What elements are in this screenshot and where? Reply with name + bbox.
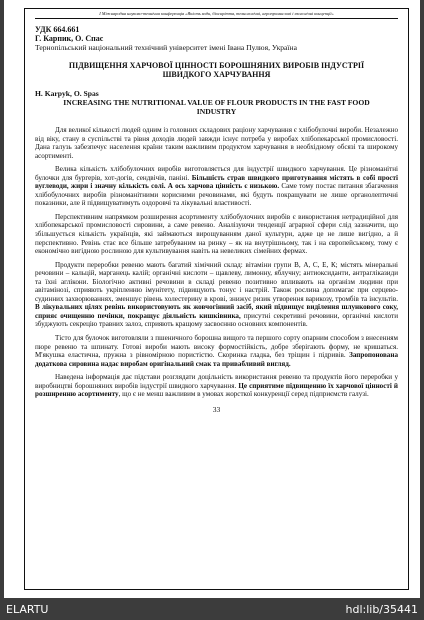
affiliation: Тернопільський національний технічний університет імені Івана Пулюя, Україна bbox=[35, 43, 297, 52]
paragraph-5-bold: Запропонована додаткова сировина надає виробам оригінальний смак та привабливий вигляд. bbox=[35, 351, 398, 368]
paragraph-6-text-a: Наведена інформація дає підстави розглядати доцільність використання ревеню та продуктів його переробки у виробництві борошняних виробів індустрії швидкого харчування. bbox=[35, 373, 398, 390]
footer-bar bbox=[0, 598, 424, 620]
paragraph-4-bold: В лікувальних цілях ревінь використовують як жовчогінний засіб, який підвищує виділення шлункового соку, сприяє очищенню печінки, покращує діяльність кишківника, bbox=[35, 303, 398, 320]
paragraph-1-text: Для великої кількості людей одним із головних складових раціону харчування є хлібобулочні вироби. Незалежно від віку, стану в суспільстві та рівня доходів людей завжди існує потреба у виробах хлібопекарської промисловості. Дана галузь забезпечує населення країни таким важливим продуктом харчування в необхідному обсязі та широкому асортименті. bbox=[35, 126, 398, 160]
paragraph-2-text-c: Саме тому постає питання збагачення хлібобулочних виробів різноманітними корисними речовинами, які будуть покращувати не лише органолептичні показники, але й підвищуватимуть оздоровчі та лікувальні властивості. bbox=[35, 182, 398, 208]
udk-code: УДК 664.661 bbox=[35, 25, 80, 34]
page-border bbox=[24, 8, 409, 590]
paragraph-2-bold: Більшість страв швидкого приготування містять в собі прості вуглеводи, жири і значну кількість солі. А ось харчова цінність є низькою. bbox=[35, 173, 398, 191]
footer-repository-label: ELARTU bbox=[6, 603, 49, 616]
page-content bbox=[35, 11, 398, 414]
paragraph-4-text-a: Продукти переробки ревеню мають багатий хімічний склад: вітаміни групи В, А, С, Е, К; містять мінеральні речовини – кальцій, марганець калій; органічні кислоти – щавлеву, лимонну, яблучну; антиоксиданти, антрагліказиди та їхні аглікони. Біологічно активні речовини в складі ревеню позитивно впливають на організм людини при авітамінозі, сприяють укріпленню імунітету, підвищують тонус і настрій. Також рослина допомагає при серцево-судинних захворюваннях, зменшує рівень холестерину в крові, знижує ризик утворення варикозу, тромбів та інсультів. bbox=[35, 260, 398, 303]
conference-header: І Міжнародна науково-технічна конференція «Якість води, біосиріття, технологічні, агропромислові і екологічні концепції» bbox=[35, 11, 398, 19]
paragraph-4 bbox=[35, 261, 398, 329]
document-page bbox=[4, 0, 420, 598]
paragraph-5 bbox=[35, 334, 398, 368]
paragraph-6 bbox=[35, 373, 398, 399]
footer-handle-label: hdl:lib/35441 bbox=[345, 603, 418, 616]
page-number: 33 bbox=[212, 404, 221, 414]
paragraph-5-text-a: Тісто для булочок виготовляли з пшеничного борошна вищого та першого сорту опарним способом з внесенням пюре ревеню та шпинату. Готові вироби мають високу формостійкість, добре зберігають форму, не кришаться. М'якушка еластична, пружна з рівномірною пористістю. Скоринка гладка, без тріщин і підривів. bbox=[35, 334, 398, 360]
authors-en: H. Karpyk, O. Spas bbox=[35, 89, 99, 98]
paragraph-2-text-a: Велика кількість хлібобулочних виробів виготовляється для індустрії швидкого харчування. Це різноманітні булочки для бургерів, хот-догів, сендвічів, паніні. bbox=[35, 165, 398, 182]
paragraph-1 bbox=[35, 126, 398, 160]
title-ua: ПІДВИЩЕННЯ ХАРЧОВОЇ ЦІННОСТІ БОРОШНЯНИХ ВИРОБІВ ІНДУСТРІЇ ШВИДКОГО ХАРЧУВАННЯ bbox=[68, 61, 365, 79]
paragraph-3-text: Перспективним напрямком розширення асортименту хлібобулочних виробів є використання нетрадиційної для хлібопекарської промисловості сировини, а саме ревеню. Аналізуючи тенденції аграрної сфери слід зазначити, що збільшується кількість українців, які займаються вирощуванням даної культури, адже це не лише вигідно, а й перспективно. Ревінь стає все більше затребуваним на ринку – як на внутрішньому, так і на європейському, тому є економічно вигідною рослиною для культивування навіть на невеликих сімейних фермах. bbox=[35, 212, 398, 256]
title-en: INCREASING THE NUTRITIONAL VALUE OF FLOUR PRODUCTS IN THE FAST FOOD INDUSTRY bbox=[63, 98, 370, 116]
paragraph-3 bbox=[35, 213, 398, 256]
paragraph-6-bold: Це сприятиме підвищенню їх харчової цінності й розширенню асортименту bbox=[35, 381, 398, 399]
paragraph-4-text-c: присутні секретивні речовини, органічні кислоти збуджують секрецію травних залоз, сприяють кращому засвоєнню основних компонентів. bbox=[35, 311, 398, 329]
paragraph-6-text-c: , що є не менш важливим в умовах жорсткої конкуренції серед підприємств галузі. bbox=[118, 390, 369, 399]
paragraph-2 bbox=[35, 165, 398, 208]
authors-ua: Г. Карпик, О. Спас bbox=[35, 34, 104, 43]
